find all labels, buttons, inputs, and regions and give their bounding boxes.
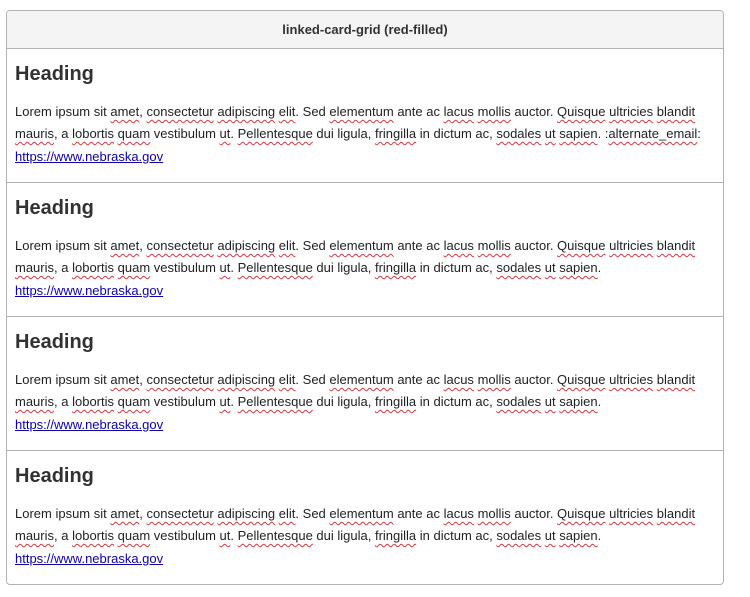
card-heading: Heading [15, 197, 94, 219]
card-link[interactable]: https://www.nebraska.gov [15, 417, 164, 432]
card-link[interactable]: https://www.nebraska.gov [15, 283, 164, 298]
card [7, 183, 723, 317]
card-body: Lorem ipsum sit amet, consectetur adipiscing elit. Sed elementum ante ac lacus mollis auctor. Quisque ultricies blandit mauris, a lobortis quam vestibulum ut. Pellentesque dui ligula, fringilla in dictum ac, sodales ut sapien. [15, 506, 696, 543]
card [7, 49, 723, 183]
card-heading: Heading [15, 331, 94, 353]
card-heading: Heading [15, 465, 94, 487]
card-link[interactable]: https://www.nebraska.gov [15, 149, 164, 164]
card-link[interactable]: https://www.nebraska.gov [15, 551, 164, 566]
panel-title: linked-card-grid (red-filled) [7, 11, 723, 49]
card [7, 317, 723, 451]
card-body: Lorem ipsum sit amet, consectetur adipiscing elit. Sed elementum ante ac lacus mollis auctor. Quisque ultricies blandit mauris, a lobortis quam vestibulum ut. Pellentesque dui ligula, fringilla in dictum ac, sodales ut sapien. [15, 372, 696, 409]
card-heading: Heading [15, 63, 94, 85]
card [7, 451, 723, 585]
card-body: Lorem ipsum sit amet, consectetur adipiscing elit. Sed elementum ante ac lacus mollis auctor. Quisque ultricies blandit mauris, a lobortis quam vestibulum ut. Pellentesque dui ligula, fringilla in dictum ac, sodales ut sapien. :alternate_email: [15, 104, 701, 141]
linked-card-grid-panel [6, 10, 724, 585]
card-body: Lorem ipsum sit amet, consectetur adipiscing elit. Sed elementum ante ac lacus mollis auctor. Quisque ultricies blandit mauris, a lobortis quam vestibulum ut. Pellentesque dui ligula, fringilla in dictum ac, sodales ut sapien. [15, 238, 696, 275]
